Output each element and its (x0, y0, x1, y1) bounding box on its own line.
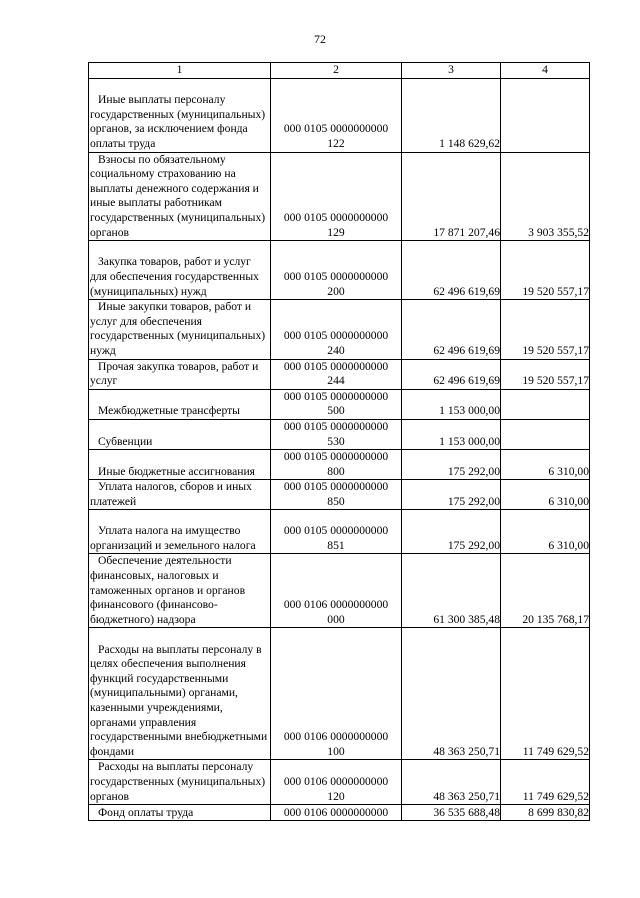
row-name-cell (89, 510, 271, 554)
table-row (89, 359, 590, 389)
row-name-cell (89, 152, 271, 241)
row-value-col3: 62 496 619,69 (402, 241, 501, 300)
row-name-cell (89, 480, 271, 510)
row-name: Уплата налогов, сборов и иных платежей (90, 480, 252, 508)
table-row (89, 805, 590, 821)
row-name-cell (89, 628, 271, 760)
row-name-cell (89, 241, 271, 300)
row-value-col3: 1 148 629,62 (402, 78, 501, 152)
row-code: 000 0105 0000000000 850 (271, 480, 402, 510)
row-value-col4: 19 520 557,17 (501, 359, 590, 389)
row-name: Прочая закупка товаров, работ и услуг (90, 359, 259, 388)
row-value-col3: 62 496 619,69 (402, 359, 501, 389)
table-row (89, 78, 590, 152)
header-cell: 4 (501, 63, 590, 79)
row-name-cell (89, 805, 271, 821)
row-value-col4: 20 135 768,17 (501, 554, 590, 628)
row-value-col3: 1 153 000,00 (402, 389, 501, 419)
row-name: Расходы на выплаты персоналу государственных (муниципальных) органов (90, 760, 266, 803)
row-name: Фонд оплаты труда (98, 805, 194, 819)
row-value-col4: 8 699 830,82 (501, 805, 590, 821)
row-value-col3: 175 292,00 (402, 480, 501, 510)
row-name: Иные выплаты персоналу государственных (муниципальных) органов, за исключением фонда оплаты труда (90, 93, 266, 150)
row-name-cell (89, 450, 271, 480)
row-code: 000 0105 0000000000 244 (271, 359, 402, 389)
row-code: 000 0105 0000000000 530 (271, 419, 402, 449)
row-value-col4: 19 520 557,17 (501, 241, 590, 300)
row-value-col3: 1 153 000,00 (402, 419, 501, 449)
header-cell: 1 (89, 63, 271, 79)
table-row (89, 480, 590, 510)
row-value-col4: 6 310,00 (501, 510, 590, 554)
table-row (89, 760, 590, 805)
page-number: 72 (314, 32, 326, 46)
row-code: 000 0105 0000000000 200 (271, 241, 402, 300)
row-value-col4: 6 310,00 (501, 480, 590, 510)
table-row (89, 241, 590, 300)
row-value-col4: 11 749 629,52 (501, 628, 590, 760)
row-name: Расходы на выплаты персоналу в целях обеспечения выполнения функций государственными (муниципальными) органами, казенными учреждениями, органами управления государственными внебюджетными фондами (90, 642, 268, 758)
row-value-col3: 36 535 688,48 (402, 805, 501, 821)
table-header-row (89, 63, 590, 79)
table-row (89, 300, 590, 359)
row-value-col3: 61 300 385,48 (402, 554, 501, 628)
row-value-col4: 11 749 629,52 (501, 760, 590, 805)
row-value-col3: 48 363 250,71 (402, 760, 501, 805)
row-name-cell (89, 78, 271, 152)
row-value-col3: 175 292,00 (402, 450, 501, 480)
row-value-col3: 17 871 207,46 (402, 152, 501, 241)
table-row (89, 628, 590, 760)
row-name-cell (89, 300, 271, 359)
row-code: 000 0105 0000000000 800 (271, 450, 402, 480)
table-row (89, 450, 590, 480)
row-value-col3: 48 363 250,71 (402, 628, 501, 760)
table-row (89, 510, 590, 554)
row-value-col4: 19 520 557,17 (501, 300, 590, 359)
row-code: 000 0105 0000000000 240 (271, 300, 402, 359)
row-name-cell (89, 389, 271, 419)
header-cell: 3 (402, 63, 501, 79)
row-code: 000 0106 0000000000 100 (271, 628, 402, 760)
row-name: Иные бюджетные ассигнования (98, 464, 255, 478)
row-value-col4 (501, 419, 590, 449)
row-value-col4 (501, 389, 590, 419)
budget-table (88, 62, 590, 821)
table-row (89, 152, 590, 241)
row-value-col3: 62 496 619,69 (402, 300, 501, 359)
row-code: 000 0106 0000000000 120 (271, 760, 402, 805)
row-code: 000 0106 0000000000 (271, 805, 402, 821)
row-code: 000 0105 0000000000 851 (271, 510, 402, 554)
row-value-col4: 6 310,00 (501, 450, 590, 480)
row-name-cell (89, 760, 271, 805)
row-value-col3: 175 292,00 (402, 510, 501, 554)
row-name: Взносы по обязательному социальному страхованию на выплаты денежного содержания и иные выплаты работникам государственных (муниципальных) органов (90, 152, 266, 239)
row-code: 000 0105 0000000000 122 (271, 78, 402, 152)
row-name: Закупка товаров, работ и услуг для обеспечения государственных (муниципальных) нужд (90, 255, 259, 298)
row-name: Межбюджетные трансферты (98, 404, 240, 418)
row-name-cell (89, 359, 271, 389)
row-value-col4 (501, 78, 590, 152)
table-row (89, 419, 590, 449)
row-name: Иные закупки товаров, работ и услуг для обеспечения государственных (муниципальных) нужд (90, 300, 266, 357)
row-name: Уплата налога на имущество организаций и земельного налога (90, 524, 256, 552)
header-cell: 2 (271, 63, 402, 79)
row-name-cell (89, 419, 271, 449)
row-name-cell (89, 554, 271, 628)
row-code: 000 0106 0000000000 000 (271, 554, 402, 628)
table-row (89, 389, 590, 419)
table-row (89, 554, 590, 628)
row-name: Субвенции (98, 434, 153, 448)
row-name: Обеспечение деятельности финансовых, налоговых и таможенных органов и органов финансового (финансово-бюджетного) надзора (90, 554, 246, 626)
row-code: 000 0105 0000000000 500 (271, 389, 402, 419)
row-value-col4: 3 903 355,52 (501, 152, 590, 241)
row-code: 000 0105 0000000000 129 (271, 152, 402, 241)
